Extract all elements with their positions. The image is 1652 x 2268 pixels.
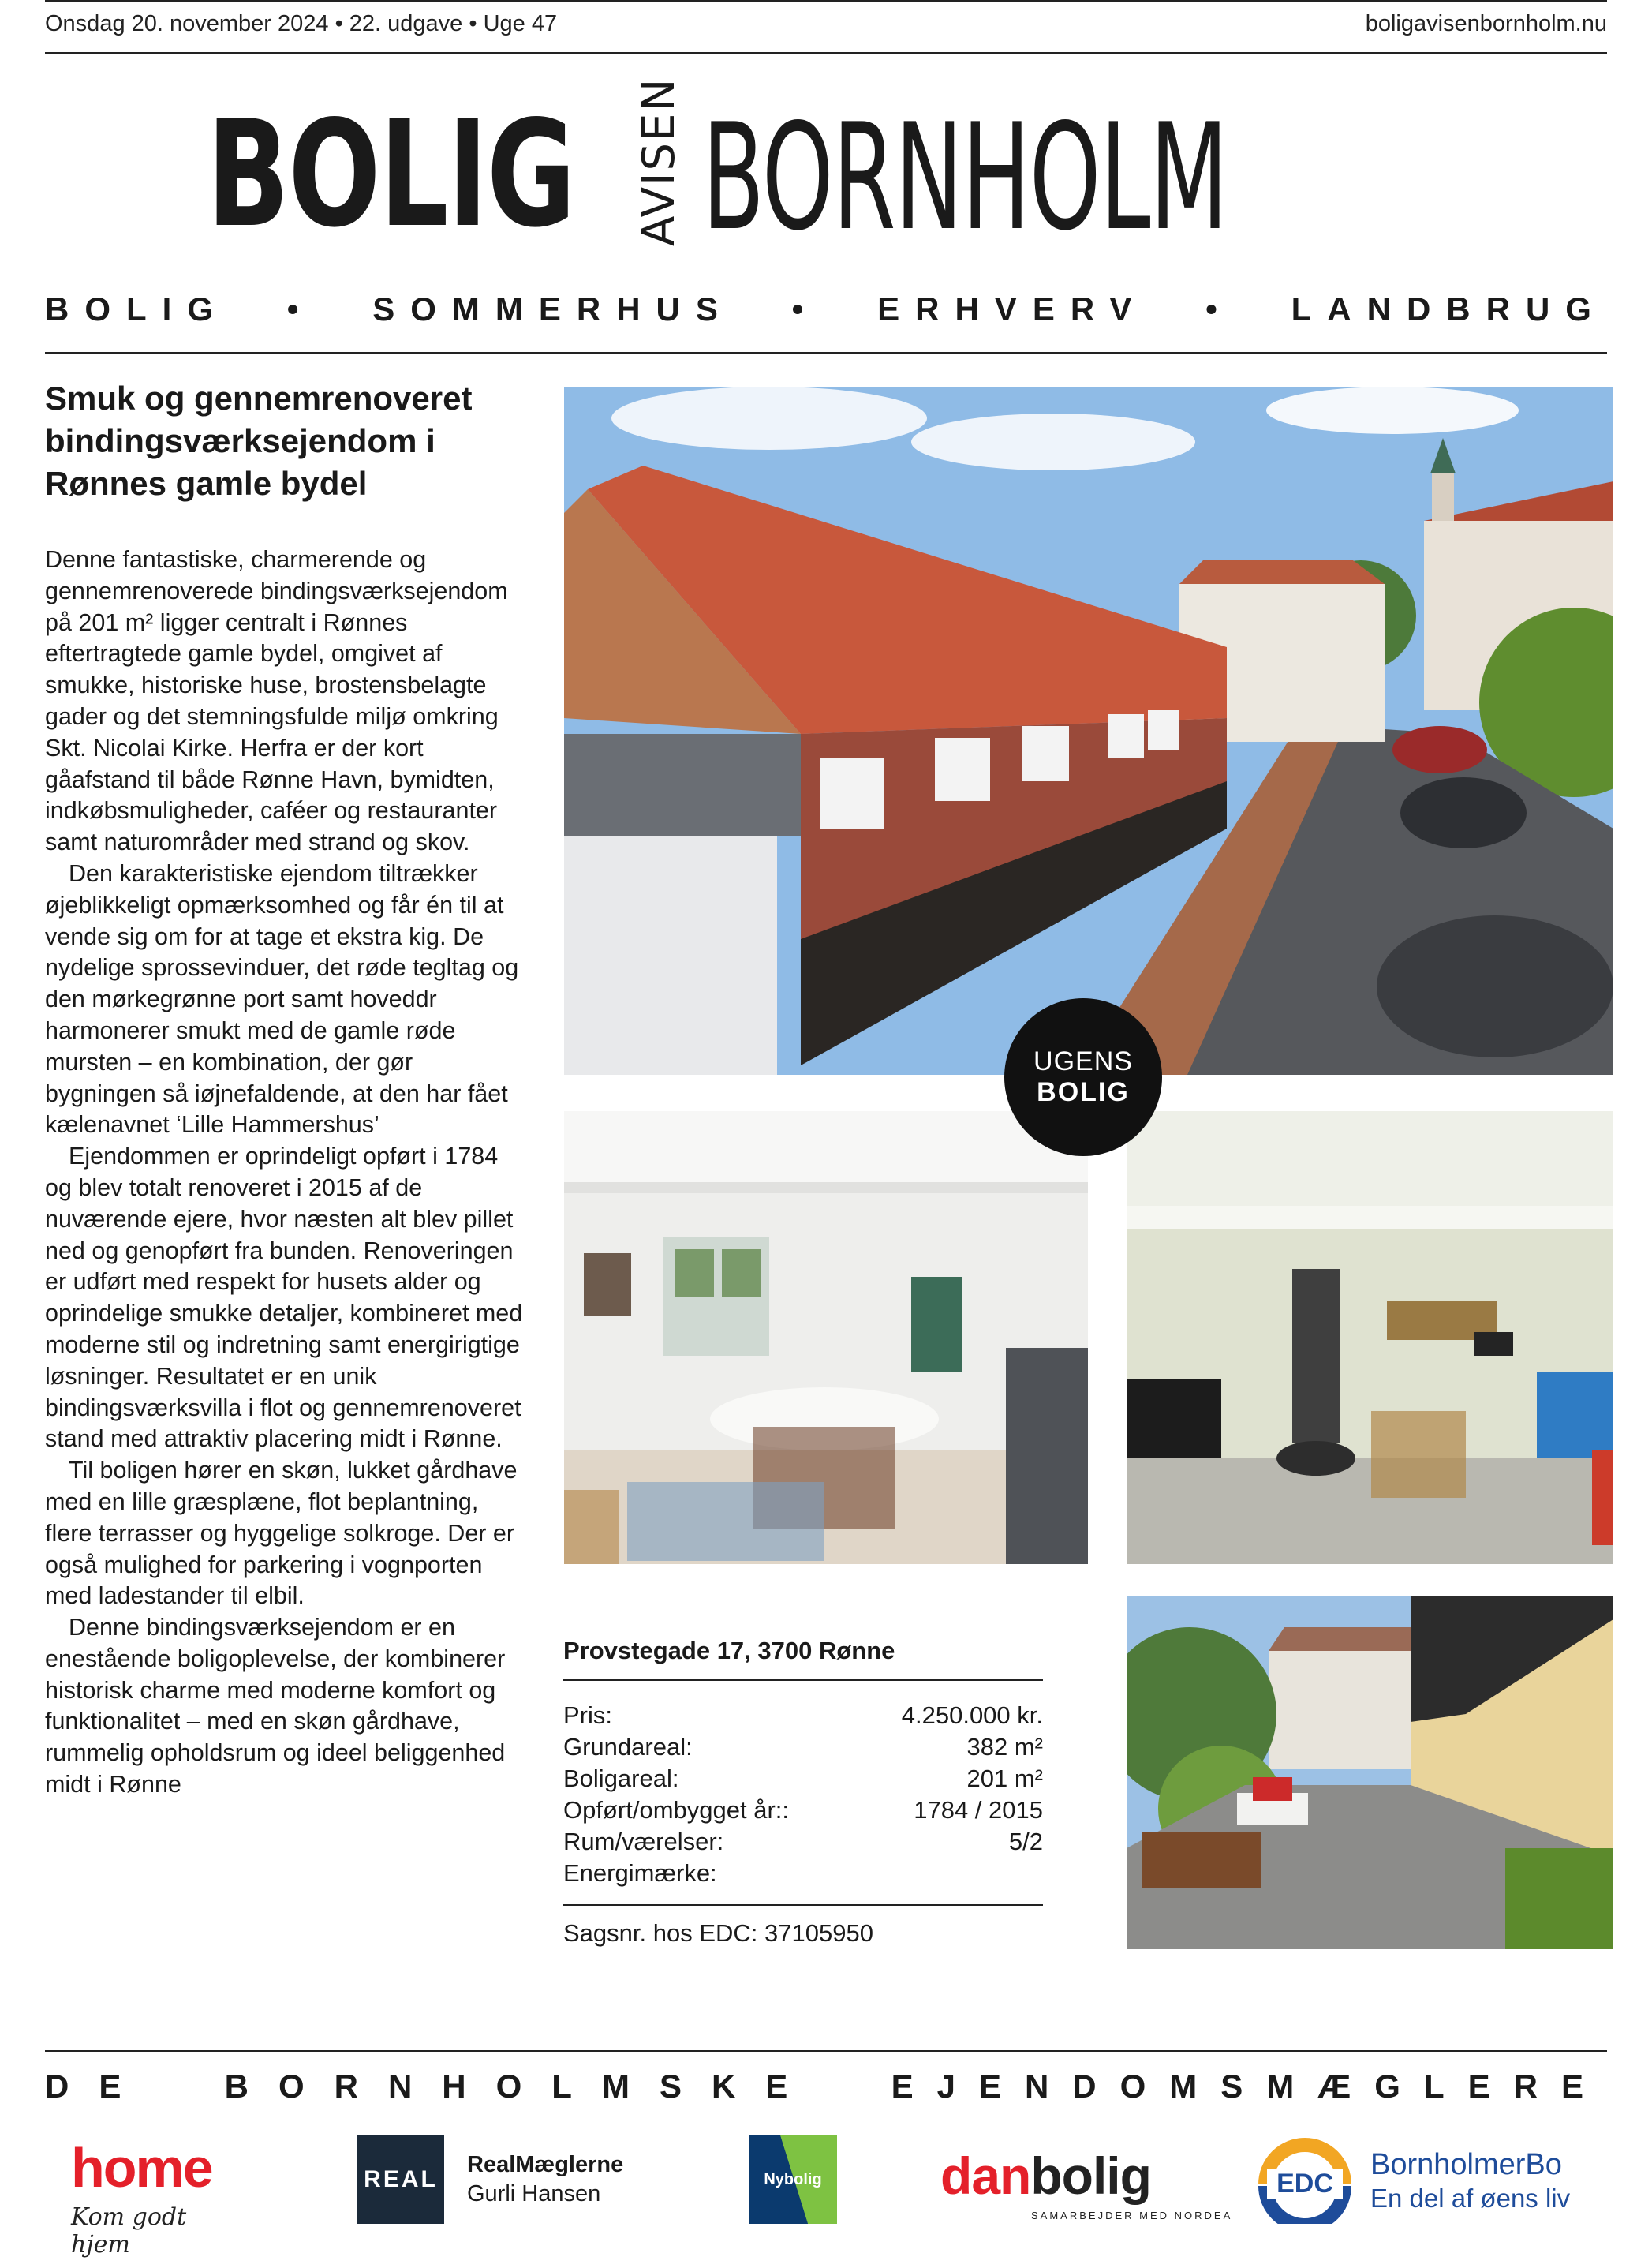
category-separator: •	[791, 290, 820, 327]
listing-value: 4.250.000 kr.	[901, 1701, 1043, 1729]
case-number: Sagsnr. hos EDC: 37105950	[563, 1919, 873, 1947]
footer-word: DE	[45, 2068, 151, 2105]
home-logo-name: home	[71, 2137, 212, 2199]
article-paragraph: Ejendommen er oprindeligt opført i 1784 og blev totalt renoveret i 2015 af de nuværende ejere, hvor næsten alt blev pillet ned og genopført fra bunden. Renoveringen er udført med respekt for husets alder og oprindelige smukke detaljer, kombineret med moderne stil og indretning samt energirigtige løsninger. Resultatet er en unik bindingsværksvilla i flot og gennemrenoveret stand med attraktiv placering midt i Rønne.	[45, 1143, 523, 1453]
category-bar	[45, 290, 1607, 328]
danbolig-logo-dan: dan	[940, 2146, 1031, 2205]
danbolig-logo-bolig: bolig	[1030, 2146, 1151, 2205]
badge-line1: UGENS	[1033, 1046, 1133, 1076]
nybolig-logo-name: Nybolig	[764, 2170, 822, 2188]
footer-word: BORNHOLMSKE	[224, 2068, 818, 2105]
category-separator: •	[286, 290, 315, 327]
danbolig-logo-wordmark	[940, 2146, 1232, 2205]
edc-logo-sub: En del af øens liv	[1370, 2184, 1571, 2213]
listing-label: Boligareal:	[563, 1764, 679, 1792]
category-landbrug[interactable]: LANDBRUG	[1291, 290, 1607, 327]
meta-rule	[45, 52, 1607, 54]
category-bolig[interactable]: BOLIG	[45, 290, 229, 327]
listing-label: Opført/ombygget år::	[563, 1795, 789, 1824]
exterior-photo	[564, 387, 1613, 1075]
category-erhverv[interactable]: ERHVERV	[877, 290, 1148, 327]
category-sommerhus[interactable]: SOMMERHUS	[372, 290, 734, 327]
article-paragraph: Den karakteristiske ejendom tiltrækker øjeblikkeligt opmærksomhed og får én til at vende sig om for at tage et ekstra kig. De nydelige sprossevinduer, det røde tegltag og den mørkegrønne port samt hoveddr harmonerer smukt med de gamle røde mursten – en kombination, der gør bygningen så iøjnefaldende, at den har fået kælenavnet ‘Lille Hammershus’	[45, 859, 519, 1139]
listing-rule-bottom	[563, 1904, 1043, 1906]
nybolig-logo[interactable]	[749, 2135, 837, 2224]
listing-facts	[563, 1700, 1043, 1889]
website-link[interactable]: boligavisenbornholm.nu	[1365, 11, 1607, 36]
footer-title	[45, 2068, 1607, 2105]
listing-value: 1784 / 2015	[914, 1795, 1043, 1824]
listing-row-price	[563, 1700, 1043, 1731]
article-headline: Smuk og gennemrenoveret bindingsværksejendom i Rønnes gamle bydel	[45, 380, 473, 502]
edc-logo-name: BornholmerBo	[1370, 2148, 1562, 2181]
listing-value: 5/2	[1008, 1827, 1043, 1855]
listing-row-energy	[563, 1858, 1043, 1889]
masthead-avisen: AVISEN	[634, 77, 685, 246]
ugens-bolig-badge	[1004, 998, 1162, 1156]
listing-label: Energimærke:	[563, 1858, 717, 1887]
listing-row-rooms	[563, 1826, 1043, 1858]
danbolig-logo[interactable]	[940, 2146, 1233, 2221]
listing-row-year	[563, 1795, 1043, 1826]
living-room-photo	[1127, 1111, 1613, 1564]
listing-label: Rum/værelser:	[563, 1827, 724, 1855]
footer-word: EJENDOMSMÆGLERE	[891, 2068, 1607, 2105]
home-logo[interactable]	[71, 2137, 245, 2259]
listing-rule-top	[563, 1679, 1043, 1681]
article-paragraph: Denne fantastiske, charmerende og gennemrenoverede bindingsværksejendom på 201 m² ligger centralt i Rønnes eftertragtede gamle bydel, omgivet af smukke, historiske huse, brostensbelagte gader og det stemningsfulde miljø omkring Skt. Nicolai Kirke. Herfra er der kort gåafstand til både Rønne Havn, bymidten, indkøbsmuligheder, caféer og restauranter samt naturområder med strand og skov.	[45, 546, 508, 856]
listing-address: Provstegade 17, 3700 Rønne	[563, 1637, 895, 1664]
article-paragraph: Denne bindingsværksejendom er en enestående boligoplevelse, der kombinerer historisk charme med moderne komfort og funktionalitet – med en skøn gårdhave, rummelig opholdsrum og ideel beliggenhed midt i Rønne	[45, 1614, 506, 1798]
top-rule	[45, 0, 1607, 2]
date-line: Onsdag 20. november 2024 • 22. udgave • Uge 47	[45, 11, 558, 36]
courtyard-photo	[1127, 1596, 1613, 1949]
footer-rule	[45, 2050, 1607, 2052]
real-logo-mark[interactable]	[357, 2135, 444, 2224]
real-logo-mark-text: REAL	[364, 2166, 438, 2192]
real-logo-text	[467, 2152, 623, 2207]
category-rule	[45, 352, 1607, 354]
masthead-bornholm: BORNHOLM	[702, 92, 1228, 263]
edc-logo-text: EDC	[1267, 2169, 1343, 2199]
masthead-bolig: BOLIG	[207, 88, 575, 260]
listing-label: Grundareal:	[563, 1732, 693, 1761]
real-logo-name: RealMæglerne	[467, 2152, 624, 2177]
dining-room-photo	[564, 1111, 1088, 1564]
listing-label: Pris:	[563, 1701, 612, 1729]
listing-value: 382 m²	[966, 1732, 1043, 1761]
listing-row-living-area	[563, 1763, 1043, 1795]
category-separator: •	[1205, 290, 1233, 327]
home-logo-tagline: Kom godt hjem	[71, 2203, 187, 2259]
danbolig-logo-sub: SAMARBEJDER MED NORDEA	[1031, 2210, 1233, 2221]
article-body	[45, 545, 528, 1801]
badge-line2: BOLIG	[1037, 1077, 1130, 1107]
listing-row-lot-area	[563, 1731, 1043, 1763]
listing-value: 201 m²	[966, 1764, 1043, 1792]
real-logo-sub: Gurli Hansen	[467, 2181, 601, 2206]
article-paragraph: Til boligen hører en skøn, lukket gårdhave med en lille græsplæne, flot beplantning, flere terrasser og hyggelige solkroge. Der er også mulighed for parkering i vognporten med ladestander til elbil.	[45, 1457, 518, 1610]
edc-logo-textblock	[1370, 2148, 1570, 2214]
edc-logo-mark[interactable]	[1258, 2137, 1352, 2224]
